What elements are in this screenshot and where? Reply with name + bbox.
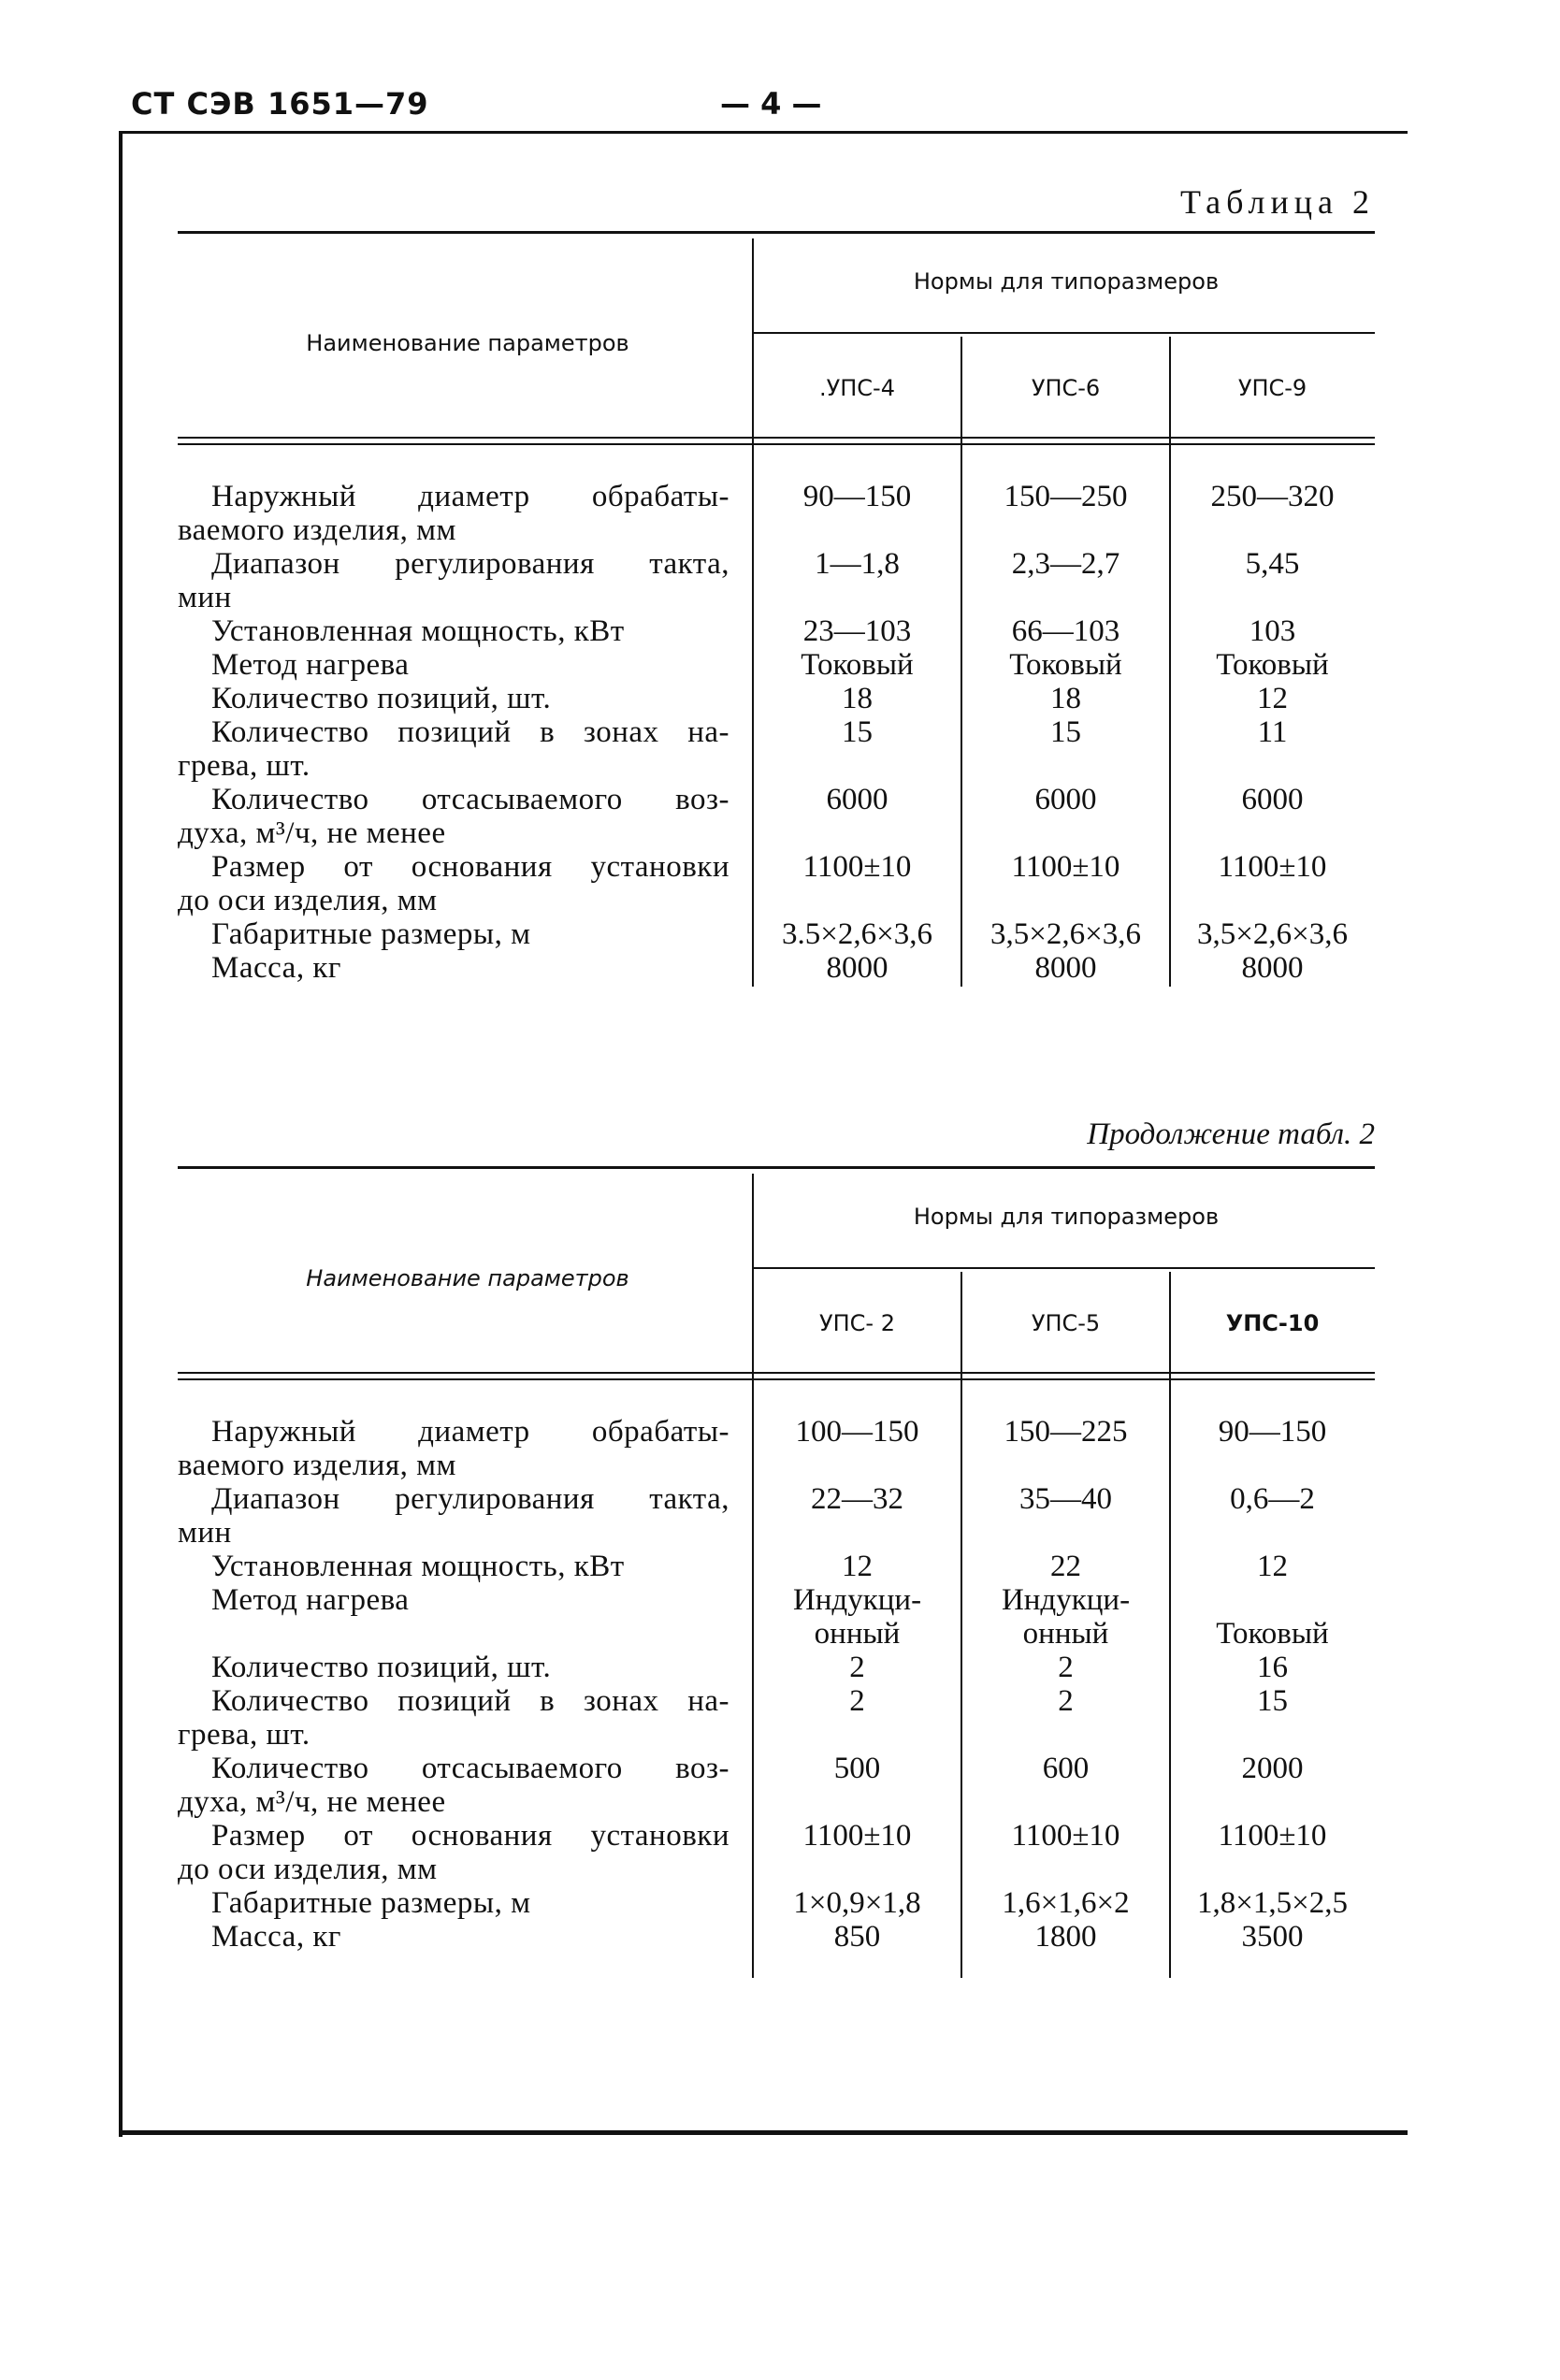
value-cell: 2 bbox=[1058, 1651, 1074, 1684]
value-cell: 11 bbox=[1257, 715, 1288, 749]
value-cell: 3500 bbox=[1241, 1920, 1304, 1954]
value-cell: 23—103 bbox=[802, 614, 912, 648]
value-cell: 1100±10 bbox=[802, 850, 912, 884]
value-cell: 15 bbox=[842, 715, 873, 749]
parameter-name bbox=[211, 1651, 729, 1684]
parameter-name-line-2: духа, м³/ч, не менее bbox=[178, 1785, 446, 1819]
frame-bottom-rule bbox=[119, 2130, 1408, 2135]
parameter-name-line-1: Габаритные размеры, м bbox=[211, 917, 531, 951]
parameter-name-line-2: до оси изделия, мм bbox=[178, 1853, 438, 1886]
value-cell: 1100±10 bbox=[1218, 850, 1327, 884]
value-cell: 12 bbox=[1257, 682, 1288, 715]
value-cell: 500 bbox=[833, 1752, 881, 1785]
parameter-name-line-1: Метод нагрева bbox=[211, 648, 410, 682]
value-cell: 6000 bbox=[1241, 783, 1304, 816]
parameter-name-line-1: Количество позиций в зонах на- bbox=[211, 715, 729, 749]
value-cell: 6000 bbox=[826, 783, 888, 816]
document-code: СТ СЭВ 1651—79 bbox=[131, 86, 429, 122]
parameter-name bbox=[211, 614, 729, 648]
value-cell: 1800 bbox=[1034, 1920, 1097, 1954]
value-cell: Индукци- онный bbox=[792, 1583, 922, 1651]
value-cell: 22—32 bbox=[811, 1482, 903, 1516]
parameter-name bbox=[178, 1415, 729, 1482]
parameter-name-line-1: Количество позиций в зонах на- bbox=[211, 1684, 729, 1718]
table-1-head-rule-a bbox=[178, 437, 1375, 439]
value-cell: 3.5×2,6×3,6 bbox=[782, 917, 932, 951]
parameter-name-line-1: Масса, кг bbox=[211, 951, 341, 985]
value-cell: 100—150 bbox=[795, 1415, 919, 1449]
parameter-name bbox=[178, 480, 729, 547]
parameter-name-line-1: Количество позиций, шт. bbox=[211, 682, 552, 715]
parameter-name bbox=[178, 1482, 729, 1550]
value-cell: 5,45 bbox=[1245, 547, 1300, 581]
value-cell: 66—103 bbox=[1011, 614, 1120, 648]
value-cell: 150—250 bbox=[1004, 480, 1128, 513]
table-1 bbox=[178, 182, 1375, 1005]
parameter-name-line-1: Установленная мощность, кВт bbox=[211, 614, 625, 648]
table-2-norms-header: Нормы для типоразмеров bbox=[913, 1204, 1220, 1230]
value-cell: 22 bbox=[1050, 1550, 1081, 1583]
value-cell: 15 bbox=[1257, 1684, 1288, 1718]
table-1-param-header: Наименование параметров bbox=[306, 330, 629, 356]
parameter-name-line-1: Размер от основания установки bbox=[211, 1819, 729, 1853]
value-cell: 90—150 bbox=[1218, 1415, 1327, 1449]
parameter-name-line-2: духа, м³/ч, не менее bbox=[178, 816, 446, 850]
table-2-col-header-1: УПС- 2 bbox=[819, 1310, 895, 1336]
value-cell: 1100±10 bbox=[802, 1819, 912, 1853]
table-2-param-header: Наименование параметров bbox=[306, 1265, 629, 1291]
parameter-name bbox=[178, 1819, 729, 1886]
parameter-name bbox=[178, 547, 729, 614]
value-cell: 1,6×1,6×2 bbox=[1002, 1886, 1130, 1920]
parameter-name-line-1: Диапазон регулирования такта, bbox=[211, 547, 729, 581]
parameter-name-line-1: Габаритные размеры, м bbox=[211, 1886, 531, 1920]
value-cell: 12 bbox=[1257, 1550, 1288, 1583]
table-1-title: Таблица 2 bbox=[1180, 183, 1375, 221]
table-1-col-header-1: .УПС-4 bbox=[819, 375, 895, 401]
value-cell: 90—150 bbox=[802, 480, 912, 513]
table-2-col-header-2: УПС-5 bbox=[1031, 1310, 1101, 1336]
parameter-name-line-2: мин bbox=[178, 1516, 232, 1550]
value-cell: 1100±10 bbox=[1011, 1819, 1120, 1853]
table-1-head-rule-b bbox=[178, 443, 1375, 445]
value-cell: 2 bbox=[849, 1651, 865, 1684]
value-cell: 2,3—2,7 bbox=[1011, 547, 1120, 581]
value-cell: Индукци- онный bbox=[1001, 1583, 1131, 1651]
table-2-col-header-3: УПС-10 bbox=[1225, 1310, 1320, 1336]
parameter-name-line-1: Установленная мощность, кВт bbox=[211, 1550, 625, 1583]
value-cell: 1×0,9×1,8 bbox=[793, 1886, 921, 1920]
value-cell: 8000 bbox=[826, 951, 888, 985]
parameter-name bbox=[178, 1752, 729, 1819]
value-cell: Токовый bbox=[1009, 648, 1122, 682]
table-2-top-rule bbox=[178, 1166, 1375, 1169]
table-2-norms-rule bbox=[753, 1267, 1375, 1269]
parameter-name bbox=[211, 1886, 729, 1920]
value-cell: 2 bbox=[849, 1684, 865, 1718]
parameter-name-line-1: Масса, кг bbox=[211, 1920, 341, 1954]
table-1-col-header-2: УПС-6 bbox=[1031, 375, 1101, 401]
value-cell: 850 bbox=[833, 1920, 881, 1954]
parameter-name bbox=[211, 1583, 729, 1617]
value-cell: 0,6—2 bbox=[1230, 1482, 1315, 1516]
parameter-name-line-2: ваемого изделия, мм bbox=[178, 513, 456, 547]
value-cell: 1—1,8 bbox=[815, 547, 900, 581]
value-cell: 35—40 bbox=[1019, 1482, 1112, 1516]
parameter-name-line-1: Наружный диаметр обрабаты- bbox=[211, 480, 729, 513]
parameter-name bbox=[211, 648, 729, 682]
table-2 bbox=[178, 1118, 1375, 2015]
parameter-name-line-2: ваемого изделия, мм bbox=[178, 1449, 456, 1482]
parameter-name-line-2: до оси изделия, мм bbox=[178, 884, 438, 917]
value-cell: 1100±10 bbox=[1218, 1819, 1327, 1853]
value-cell: 18 bbox=[842, 682, 873, 715]
value-cell: Токовый bbox=[801, 648, 914, 682]
value-cell: 250—320 bbox=[1210, 480, 1335, 513]
frame-left-rule bbox=[119, 131, 123, 2137]
value-cell: 103 bbox=[1249, 614, 1296, 648]
value-cell: 16 bbox=[1257, 1651, 1288, 1684]
value-cell: 8000 bbox=[1034, 951, 1097, 985]
value-cell: 6000 bbox=[1034, 783, 1097, 816]
table-1-norms-header: Нормы для типоразмеров bbox=[913, 268, 1220, 295]
parameter-name bbox=[211, 951, 729, 985]
parameter-name-line-2: мин bbox=[178, 581, 232, 614]
parameter-name-line-2: грева, шт. bbox=[178, 1718, 311, 1752]
parameter-name-line-1: Количество отсасываемого воз- bbox=[211, 783, 729, 816]
parameter-name bbox=[211, 917, 729, 951]
value-cell: 3,5×2,6×3,6 bbox=[1197, 917, 1348, 951]
parameter-name bbox=[211, 1550, 729, 1583]
parameter-name bbox=[178, 1684, 729, 1752]
value-cell: Токовый bbox=[1216, 648, 1329, 682]
table-1-norms-rule bbox=[753, 332, 1375, 334]
value-cell: 8000 bbox=[1241, 951, 1304, 985]
value-cell: 1100±10 bbox=[1011, 850, 1120, 884]
value-cell: 12 bbox=[842, 1550, 873, 1583]
table-1-col-header-3: УПС-9 bbox=[1237, 375, 1307, 401]
value-cell: 15 bbox=[1050, 715, 1081, 749]
table-1-top-rule bbox=[178, 231, 1375, 234]
parameter-name-line-1: Наружный диаметр обрабаты- bbox=[211, 1415, 729, 1449]
page-number: — 4 — bbox=[720, 86, 822, 122]
parameter-name-line-1: Диапазон регулирования такта, bbox=[211, 1482, 729, 1516]
parameter-name-line-1: Количество позиций, шт. bbox=[211, 1651, 552, 1684]
value-cell: 2 bbox=[1058, 1684, 1074, 1718]
parameter-name-line-2: грева, шт. bbox=[178, 749, 311, 783]
value-cell: 3,5×2,6×3,6 bbox=[990, 917, 1141, 951]
frame-top-rule bbox=[119, 131, 1408, 134]
value-cell: 1,8×1,5×2,5 bbox=[1197, 1886, 1348, 1920]
value-cell: 150—225 bbox=[1004, 1415, 1128, 1449]
table-2-title: Продолжение табл. 2 bbox=[1087, 1118, 1375, 1151]
value-cell: 2000 bbox=[1241, 1752, 1304, 1785]
table-2-head-rule-b bbox=[178, 1378, 1375, 1380]
value-cell: Токовый bbox=[1216, 1617, 1329, 1651]
parameter-name bbox=[178, 850, 729, 917]
table-2-head-rule-a bbox=[178, 1372, 1375, 1374]
parameter-name-line-1: Размер от основания установки bbox=[211, 850, 729, 884]
value-cell: 600 bbox=[1042, 1752, 1090, 1785]
parameter-name-line-1: Количество отсасываемого воз- bbox=[211, 1752, 729, 1785]
parameter-name bbox=[211, 1920, 729, 1954]
parameter-name bbox=[178, 783, 729, 850]
parameter-name bbox=[178, 715, 729, 783]
parameter-name bbox=[211, 682, 729, 715]
parameter-name-line-1: Метод нагрева bbox=[211, 1583, 410, 1617]
value-cell: 18 bbox=[1050, 682, 1081, 715]
